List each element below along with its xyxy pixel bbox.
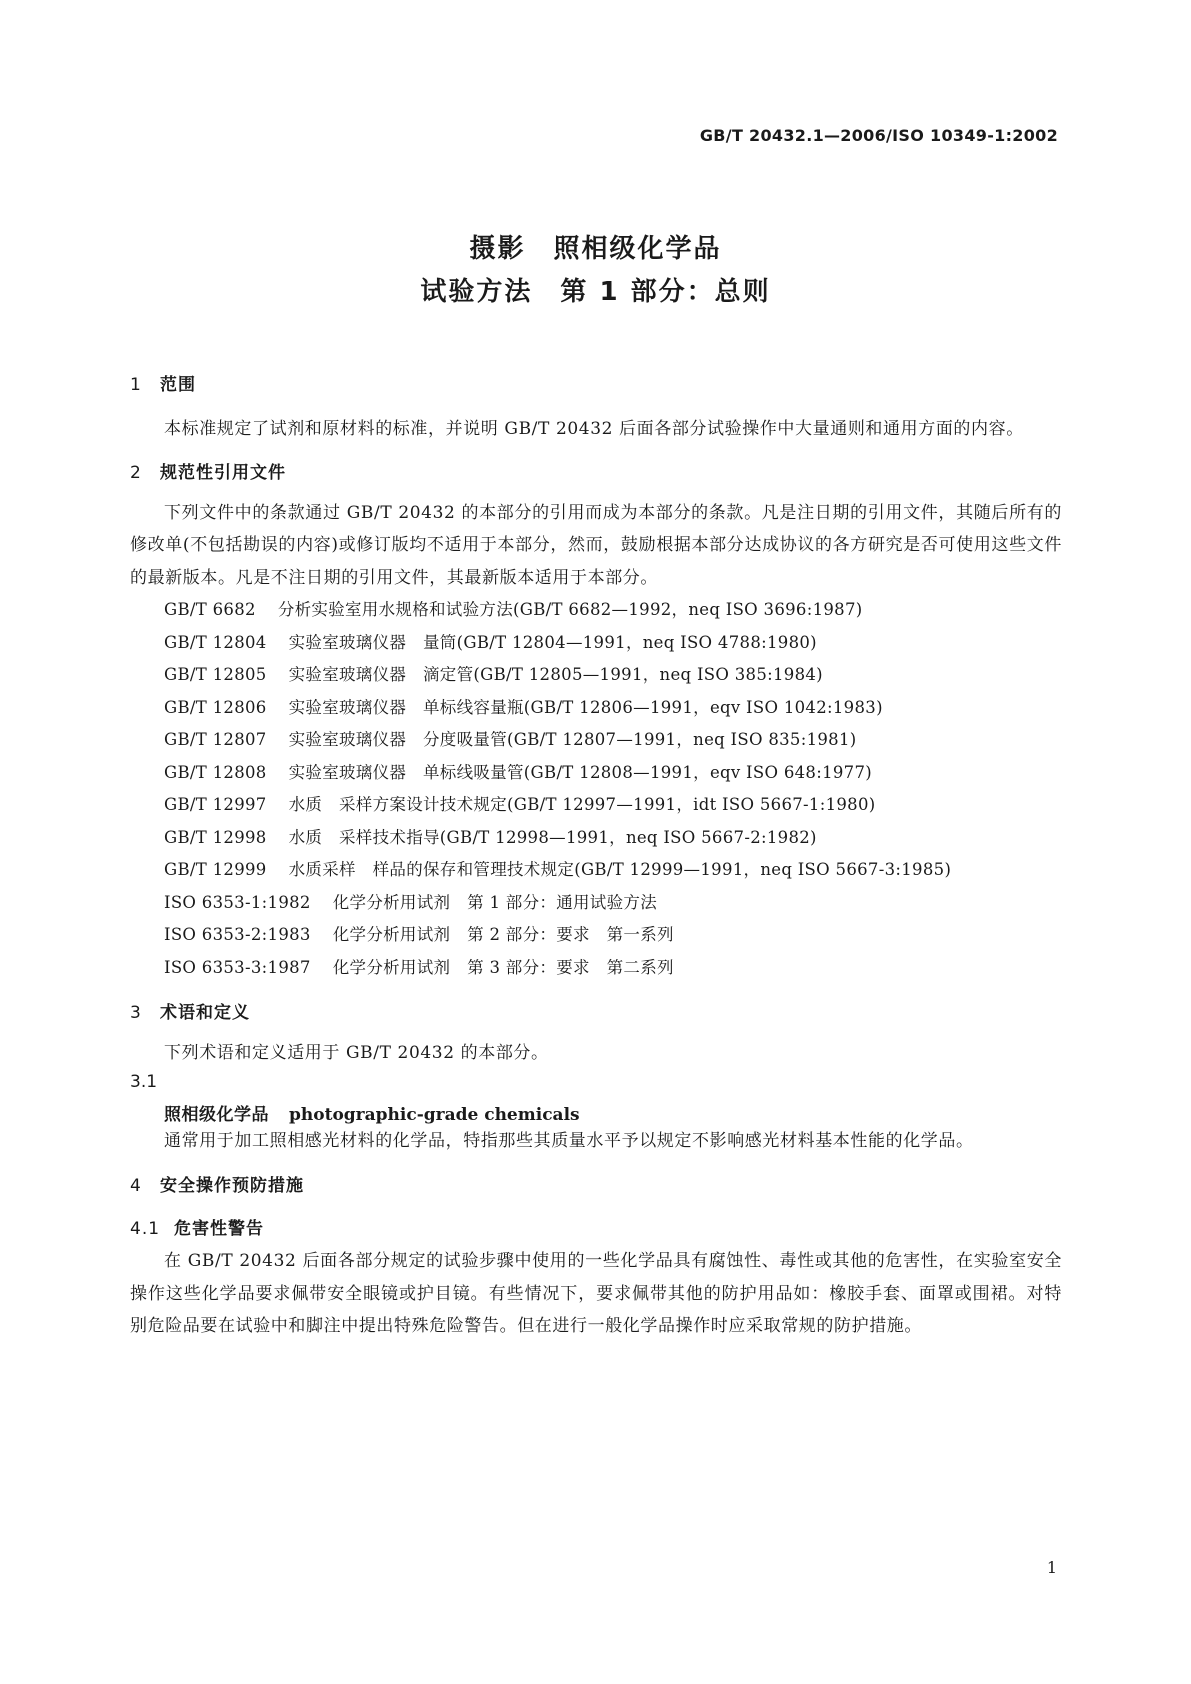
section-title: 规范性引用文件	[160, 462, 286, 483]
term-definition: 通常用于加工照相感光材料的化学品，特指那些其质量水平予以规定不影响感光材料基本性能的化学品。	[164, 1130, 974, 1151]
reference-item	[130, 919, 1062, 952]
reference-code: GB/T 6682	[164, 600, 256, 619]
reference-title: 水质 采样方案设计技术规定(GB/T 12997—1991，idt ISO 5667-1:1980)	[288, 795, 876, 814]
reference-item	[130, 822, 1062, 855]
title-line-2: 试验方法 第 1 部分：总则	[420, 277, 771, 307]
section-4-heading	[130, 1171, 1062, 1196]
subsection-title: 危害性警告	[174, 1219, 264, 1239]
reference-code: GB/T 12999	[164, 860, 267, 879]
section-3-paragraph: 下列术语和定义适用于 GB/T 20432 的本部分。	[164, 1043, 549, 1063]
reference-list	[130, 594, 1062, 984]
reference-code: GB/T 12808	[164, 762, 267, 782]
reference-code: GB/T 12998	[164, 827, 267, 847]
term-chinese: 照相级化学品	[164, 1104, 269, 1125]
reference-code: ISO 6353-2:1983	[164, 925, 311, 944]
reference-code: GB/T 12804	[164, 632, 267, 652]
reference-code: GB/T 12997	[164, 795, 267, 814]
reference-item	[130, 627, 1062, 660]
section-number: 3	[130, 1003, 142, 1023]
reference-title: 实验室玻璃仪器 分度吸量管(GB/T 12807—1991，neq ISO 835:1981)	[288, 730, 857, 749]
reference-title: 实验室玻璃仪器 单标线吸量管(GB/T 12808—1991，eqv ISO 648:1977)	[288, 762, 873, 782]
reference-code: GB/T 12807	[164, 730, 267, 749]
reference-title: 化学分析用试剂 第 2 部分：要求 第一系列	[332, 925, 674, 944]
reference-code: GB/T 12805	[164, 665, 267, 684]
section-3-heading	[130, 998, 1062, 1023]
subsection-4-1-heading	[130, 1214, 1062, 1239]
reference-item	[130, 854, 1062, 887]
section-2-heading	[130, 458, 1062, 483]
term-number: 3.1	[130, 1071, 158, 1092]
section-title: 安全操作预防措施	[160, 1176, 304, 1196]
document-title	[0, 228, 1191, 314]
document-body	[130, 370, 1062, 1343]
page-number: 1	[1046, 1558, 1057, 1577]
reference-title: 水质采样 样品的保存和管理技术规定(GB/T 12999—1991，neq ISO 5667-3:1985)	[288, 860, 952, 879]
reference-item	[130, 757, 1062, 790]
reference-item	[130, 887, 1062, 920]
section-4-paragraph: 在 GB/T 20432 后面各部分规定的试验步骤中使用的一些化学品具有腐蚀性、毒性或其他的危害性，在实验室安全操作这些化学品要求佩带安全眼镜或护目镜。有些情况下，要求佩带其他的防护用品如：橡胶手套、面罩或围裙。对特别危险品要在试验中和脚注中提出特殊危险警告。但在进行一般化学品操作时应采取常规的防护措施。	[130, 1251, 1062, 1336]
reference-title: 水质 采样技术指导(GB/T 12998—1991，neq ISO 5667-2:1982)	[288, 827, 817, 847]
reference-code: GB/T 12806	[164, 697, 267, 717]
term-english: photographic-grade chemicals	[289, 1104, 580, 1125]
reference-item	[130, 952, 1062, 985]
reference-item	[130, 692, 1062, 725]
reference-title: 化学分析用试剂 第 1 部分：通用试验方法	[332, 892, 658, 912]
reference-title: 化学分析用试剂 第 3 部分：要求 第二系列	[332, 957, 674, 977]
reference-title: 实验室玻璃仪器 单标线容量瓶(GB/T 12806—1991，eqv ISO 1042:1983)	[288, 697, 883, 717]
reference-title: 分析实验室用水规格和试验方法(GB/T 6682—1992，neq ISO 3696:1987)	[277, 600, 863, 619]
subsection-number: 4.1	[130, 1219, 161, 1239]
section-number: 2	[130, 462, 142, 483]
title-line-1: 摄影 照相级化学品	[469, 234, 722, 264]
reference-item	[130, 789, 1062, 822]
reference-item	[130, 724, 1062, 757]
term-entry	[130, 1100, 1062, 1125]
reference-item	[130, 594, 1062, 627]
section-2-paragraph: 下列文件中的条款通过 GB/T 20432 的本部分的引用而成为本部分的条款。凡是注日期的引用文件，其随后所有的修改单(不包括勘误的内容)或修订版均不适用于本部分，然而，鼓励根据本部分达成协议的各方研究是否可使用这些文件的最新版本。凡是不注日期的引用文件，其最新版本适用于本部分。	[130, 502, 1062, 588]
section-title: 术语和定义	[160, 1003, 250, 1023]
section-title: 范围	[160, 375, 196, 395]
section-number: 4	[130, 1176, 142, 1196]
reference-title: 实验室玻璃仪器 量筒(GB/T 12804—1991，neq ISO 4788:1980)	[288, 632, 817, 652]
reference-item	[130, 659, 1062, 692]
section-1-heading	[130, 370, 1062, 395]
reference-code: ISO 6353-3:1987	[164, 957, 311, 977]
standard-number: GB/T 20432.1—2006/ISO 10349-1:2002	[699, 126, 1058, 145]
reference-title: 实验室玻璃仪器 滴定管(GB/T 12805—1991，neq ISO 385:1984)	[288, 665, 823, 684]
reference-code: ISO 6353-1:1982	[164, 892, 311, 912]
section-number: 1	[130, 375, 142, 395]
section-1-paragraph: 本标准规定了试剂和原材料的标准，并说明 GB/T 20432 后面各部分试验操作中大量通则和通用方面的内容。	[164, 419, 1024, 439]
